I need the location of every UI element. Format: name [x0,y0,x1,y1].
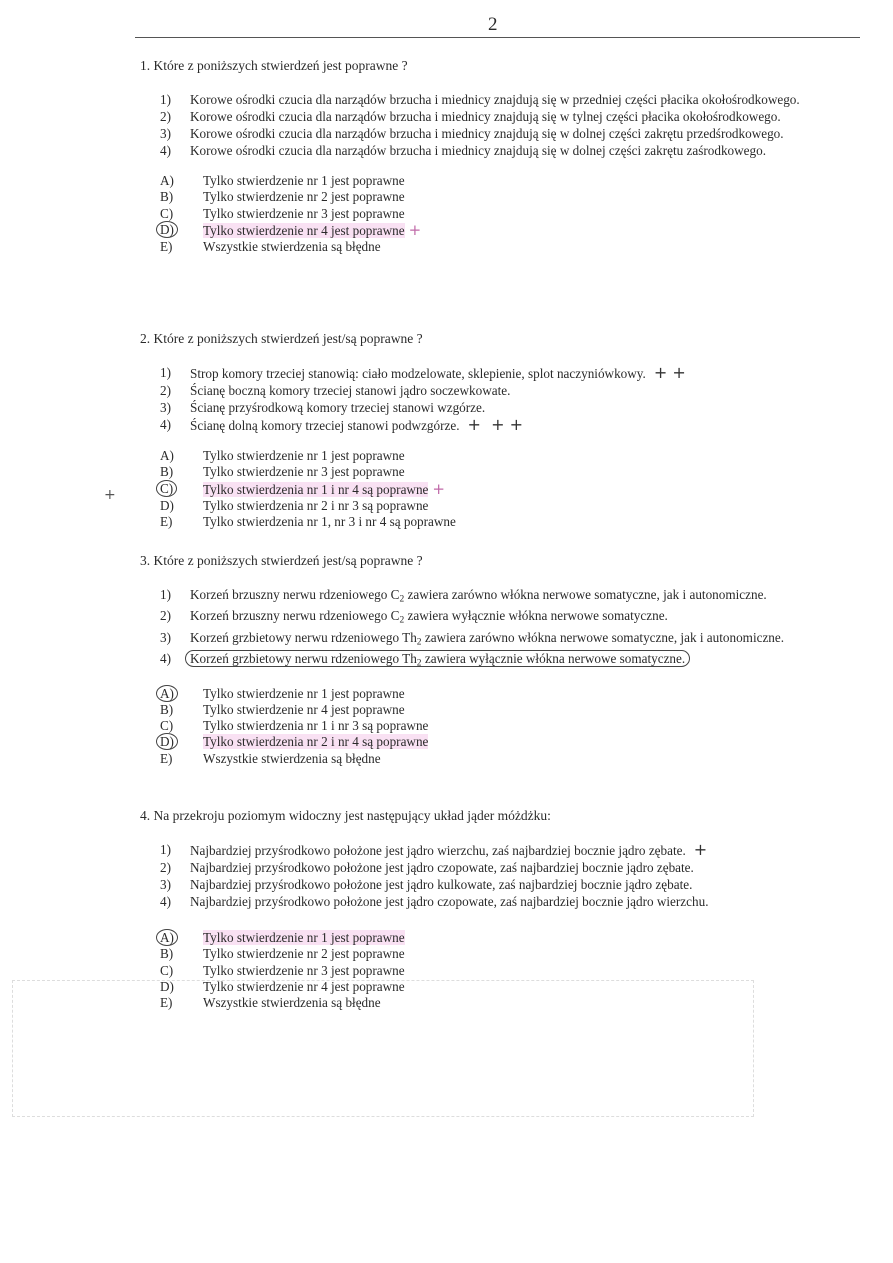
option-a-selected[interactable] [140,930,860,946]
option-letter: A) [160,173,174,188]
selected-answer-circle: C) [156,480,177,497]
top-rule [135,37,860,38]
option-letter: E) [160,995,173,1011]
statement [140,126,860,142]
statement-number: 2) [160,109,171,124]
statement [140,842,860,859]
statement-text: Korzeń brzuszny nerwu rdzeniowego $C_2$ zawiera wyłącznie włókna nerwowe somatyczne. [190,608,668,626]
option-text: Wszystkie stwierdzenia są błędne [203,995,381,1011]
option-letter: C) [160,718,174,734]
statement-text-boxed: Korzeń grzbietowy nerwu rdzeniowego $Th_2$ zawiera wyłącznie włókna nerwowe somatyczne. [185,650,690,667]
option-text: Tylko stwierdzenie nr 4 jest poprawne [203,978,405,994]
option-text: Tylko stwierdzenie nr 3 jest poprawne [203,205,405,221]
option-text: Tylko stwierdzenie nr 1 jest poprawne [203,685,405,701]
statement-number: 2) [160,383,171,398]
option-d-selected[interactable] [140,222,860,239]
option-b[interactable] [140,702,860,718]
option-b[interactable] [140,464,860,480]
question-title: 1. Które z poniższych stwierdzeń jest poprawne ? [140,58,408,73]
statement-number: 2) [160,608,171,624]
option-letter: C) [160,205,174,221]
option-text: Tylko stwierdzenie nr 3 jest poprawne [203,464,405,480]
question-2 [140,331,860,530]
option-list [140,930,860,1011]
option-list [140,686,860,767]
statement-text: Korowe ośrodki czucia dla narządów brzucha i miednicy znajdują się w dolnej części zakrętu przedśrodkowego. [190,126,784,141]
option-text: Tylko stwierdzenie nr 2 jest poprawne [203,946,405,962]
option-letter: E) [160,239,173,255]
option-text-highlighted: Tylko stwierdzenia nr 1 i nr 4 są poprawne [203,481,429,497]
plus-mark-icon: + + + [467,415,524,434]
statement-text: Korzeń brzuszny nerwu rdzeniowego $C_2$ zawiera zarówno włókna nerwowe somatyczne, jak i autonomiczne. [190,587,767,605]
statement-number: 4) [160,894,171,909]
statement-text: Strop komory trzeciej stanowią: ciało modzelowate, sklepienie, splot naczyniówkowy. [190,366,646,381]
question-4 [140,808,860,1011]
question-title: 2. Które z poniższych stwierdzeń jest/są poprawne ? [140,331,423,346]
statement [140,383,860,399]
option-text: Tylko stwierdzenie nr 1 jest poprawne [203,173,405,188]
statement [140,92,860,108]
option-letter: B) [160,464,174,480]
statement-number: 3) [160,877,171,892]
statement [140,894,860,910]
statement-text: Najbardziej przyśrodkowo położone jest jądro kulkowate, zaś najbardziej bocznie jądro zębate. [190,877,693,892]
statement-list [140,365,860,434]
selected-answer-circle: D) [156,733,178,750]
statement-number: 4) [160,651,171,667]
option-letter: B) [160,189,174,205]
statement-number: 3) [160,629,171,645]
statement-number: 2) [160,860,171,875]
statement-text: Najbardziej przyśrodkowo położone jest jądro wierzchu, zaś najbardziej bocznie jądro zębate. [190,843,686,858]
option-text: Tylko stwierdzenia nr 1 i nr 3 są poprawne [203,718,429,734]
option-text: Tylko stwierdzenie nr 4 jest poprawne [203,701,405,717]
option-d-selected[interactable] [140,734,860,750]
plus-mark-icon: + [693,840,708,859]
statement-number: 1) [160,365,171,380]
option-d[interactable] [140,979,860,995]
statement [140,877,860,893]
selected-answer-circle: D) [156,221,178,238]
option-text-highlighted: Tylko stwierdzenie nr 4 jest poprawne [203,222,405,238]
option-text: Tylko stwierdzenia nr 1, nr 3 i nr 4 są poprawne [203,514,456,530]
statement-text: Najbardziej przyśrodkowo położone jest jądro czopowate, zaś najbardziej bocznie jądro zębate. [190,860,694,875]
statement-number: 4) [160,143,171,158]
statement [140,109,860,125]
option-letter: D) [160,497,174,513]
option-c-selected[interactable] [140,481,860,498]
statement-text: Korowe ośrodki czucia dla narządów brzucha i miednicy znajdują się w tylnej części płacika okołośrodkowego. [190,109,781,124]
option-e[interactable] [140,995,860,1011]
option-letter: E) [160,750,173,766]
option-c[interactable] [140,963,860,979]
option-e[interactable] [140,514,860,530]
option-letter: B) [160,946,174,962]
statement [140,143,860,159]
option-text: Tylko stwierdzenie nr 2 jest poprawne [203,189,405,205]
statement-number: 1) [160,842,171,857]
statement-list [140,842,860,910]
statement [140,651,860,671]
check-mark-icon: + [432,479,445,498]
option-b[interactable] [140,946,860,962]
statement [140,587,860,607]
statement-number: 3) [160,126,171,141]
statement-number: 1) [160,587,171,602]
statement [140,630,860,650]
margin-plus-icon: + [104,487,116,503]
option-a[interactable] [140,173,860,189]
option-e[interactable] [140,751,860,767]
statement-text: Korowe ośrodki czucia dla narządów brzucha i miednicy znajdują się w dolnej części zakrętu zaśrodkowego. [190,143,766,158]
plus-mark-icon: + + [653,363,686,382]
option-letter: A) [160,448,174,463]
statement-number: 3) [160,400,171,415]
statement [140,400,860,416]
statement-number: 4) [160,417,171,432]
statement [140,365,860,382]
statement [140,608,860,628]
check-mark-icon: + [408,220,422,239]
statement-text: Korowe ośrodki czucia dla narządów brzucha i miednicy znajdują się w przedniej części płacika okołośrodkowego. [190,92,800,107]
question-1 [140,58,860,255]
selected-answer-circle: A) [156,685,178,702]
option-c[interactable] [140,206,860,222]
option-e[interactable] [140,239,860,255]
option-letter: E) [160,514,173,530]
option-text: Wszystkie stwierdzenia są błędne [203,239,381,255]
option-letter: C) [160,962,174,978]
statement-text: Najbardziej przyśrodkowo położone jest jądro czopowate, zaś najbardziej bocznie jądro wierzchu. [190,894,709,909]
option-text: Tylko stwierdzenie nr 1 jest poprawne [203,448,405,463]
question-title: 4. Na przekroju poziomym widoczny jest następujący układ jąder móżdżku: [140,808,551,823]
option-list [140,448,860,530]
option-text-highlighted: Tylko stwierdzenie nr 1 jest poprawne [203,930,405,945]
statement-number: 1) [160,92,171,107]
option-text: Tylko stwierdzenie nr 3 jest poprawne [203,962,405,978]
option-c[interactable] [140,718,860,734]
option-text: Tylko stwierdzenia nr 2 i nr 3 są poprawne [203,497,429,513]
statement [140,417,860,434]
option-letter: D) [160,978,174,994]
option-d[interactable] [140,498,860,514]
option-b[interactable] [140,189,860,205]
question-3 [140,553,860,767]
selected-answer-circle: A) [156,929,178,946]
statement-text: Korzeń grzbietowy nerwu rdzeniowego $Th_2$ zawiera zarówno włókna nerwowe somatyczne, jak i autonomiczne. [190,629,785,648]
statement-text: Ścianę przyśrodkową komory trzeciej stanowi wzgórze. [190,400,486,415]
statement-list [140,587,860,672]
page-number: 2 [488,14,498,35]
option-a[interactable] [140,448,860,464]
option-list [140,173,860,255]
statement [140,860,860,876]
option-letter: B) [160,701,174,717]
statement-list [140,92,860,159]
statement-text: Ścianę boczną komory trzeciej stanowi jądro soczewkowate. [190,383,511,398]
option-text: Wszystkie stwierdzenia są błędne [203,750,381,766]
question-title: 3. Które z poniższych stwierdzeń jest/są poprawne ? [140,553,423,568]
statement-text: Ścianę dolną komory trzeciej stanowi podwzgórze. [190,418,460,433]
option-text-highlighted: Tylko stwierdzenia nr 2 i nr 4 są poprawne [203,734,429,750]
option-a-selected[interactable] [140,686,860,702]
